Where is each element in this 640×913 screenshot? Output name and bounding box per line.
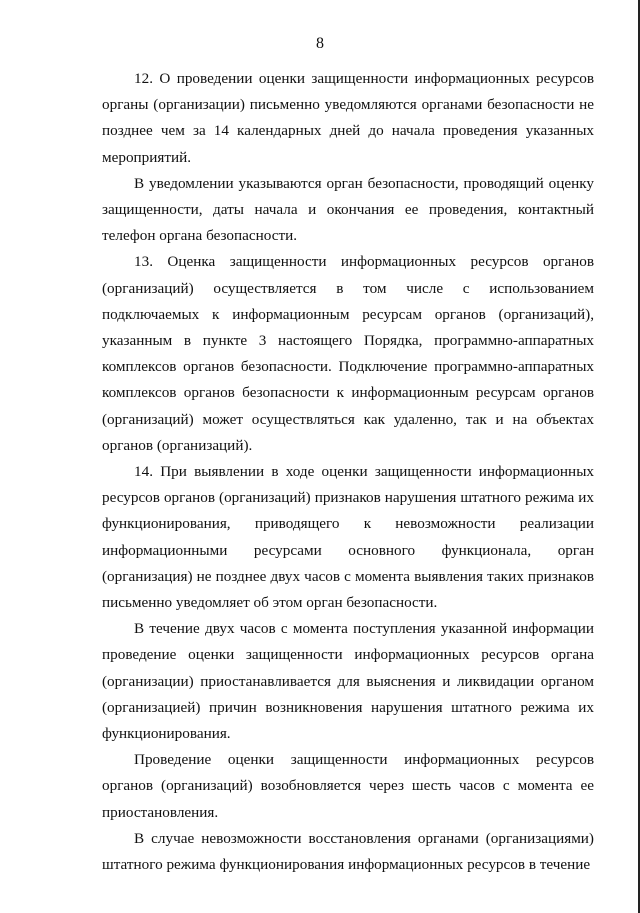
paragraph-resumption: Проведение оценки защищенности информационных ресурсов органов (организаций) возобновляется через шесть часов с момента ее приостановления.: [102, 751, 594, 821]
paragraph-13: 13. Оценка защищенности информационных ресурсов органов (организаций) осуществляется в том числе с использованием подключаемых к информационным ресурсам органов (организаций), указанным в пункте 3 настоящего Порядка, программно-аппаратных комплексов органов безопасности. Подключение программно-аппаратных комплексов органов безопасности к информационным ресурсам органов (организаций) может осуществляться как удаленно, так и на объектах органов (организаций).: [102, 253, 594, 454]
paragraph-notification: В уведомлении указываются орган безопасности, проводящий оценку защищенности, даты начала и окончания ее проведения, контактный телефон органа безопасности.: [102, 174, 594, 245]
paragraph-restoration: В случае невозможности восстановления органами (организациями) штатного режима функционирования информационных ресурсов в течение: [102, 829, 594, 874]
document-body: [102, 66, 594, 878]
paragraph-suspension: В течение двух часов с момента поступления указанной информации проведение оценки защищенности информационных ресурсов органа (организации) приостанавливается для выяснения и ликвидации органом (организацией) причин возникновения нарушения штатного режима их функционирования.: [102, 620, 594, 743]
paragraph-12: 12. О проведении оценки защищенности информационных ресурсов органы (организации) письменно уведомляются органами безопасности не позднее чем за 14 календарных дней до начала проведения указанных мероприятий.: [102, 70, 594, 166]
paragraph-14: 14. При выявлении в ходе оценки защищенности информационных ресурсов органов (организаций) признаков нарушения штатного режима их функционирования, приводящего к невозможности реализации информационными ресурсами основного функционала, орган (организация) не позднее двух часов с момента выявления таких признаков письменно уведомляет об этом орган безопасности.: [102, 463, 594, 612]
page-number: 8: [316, 35, 324, 52]
